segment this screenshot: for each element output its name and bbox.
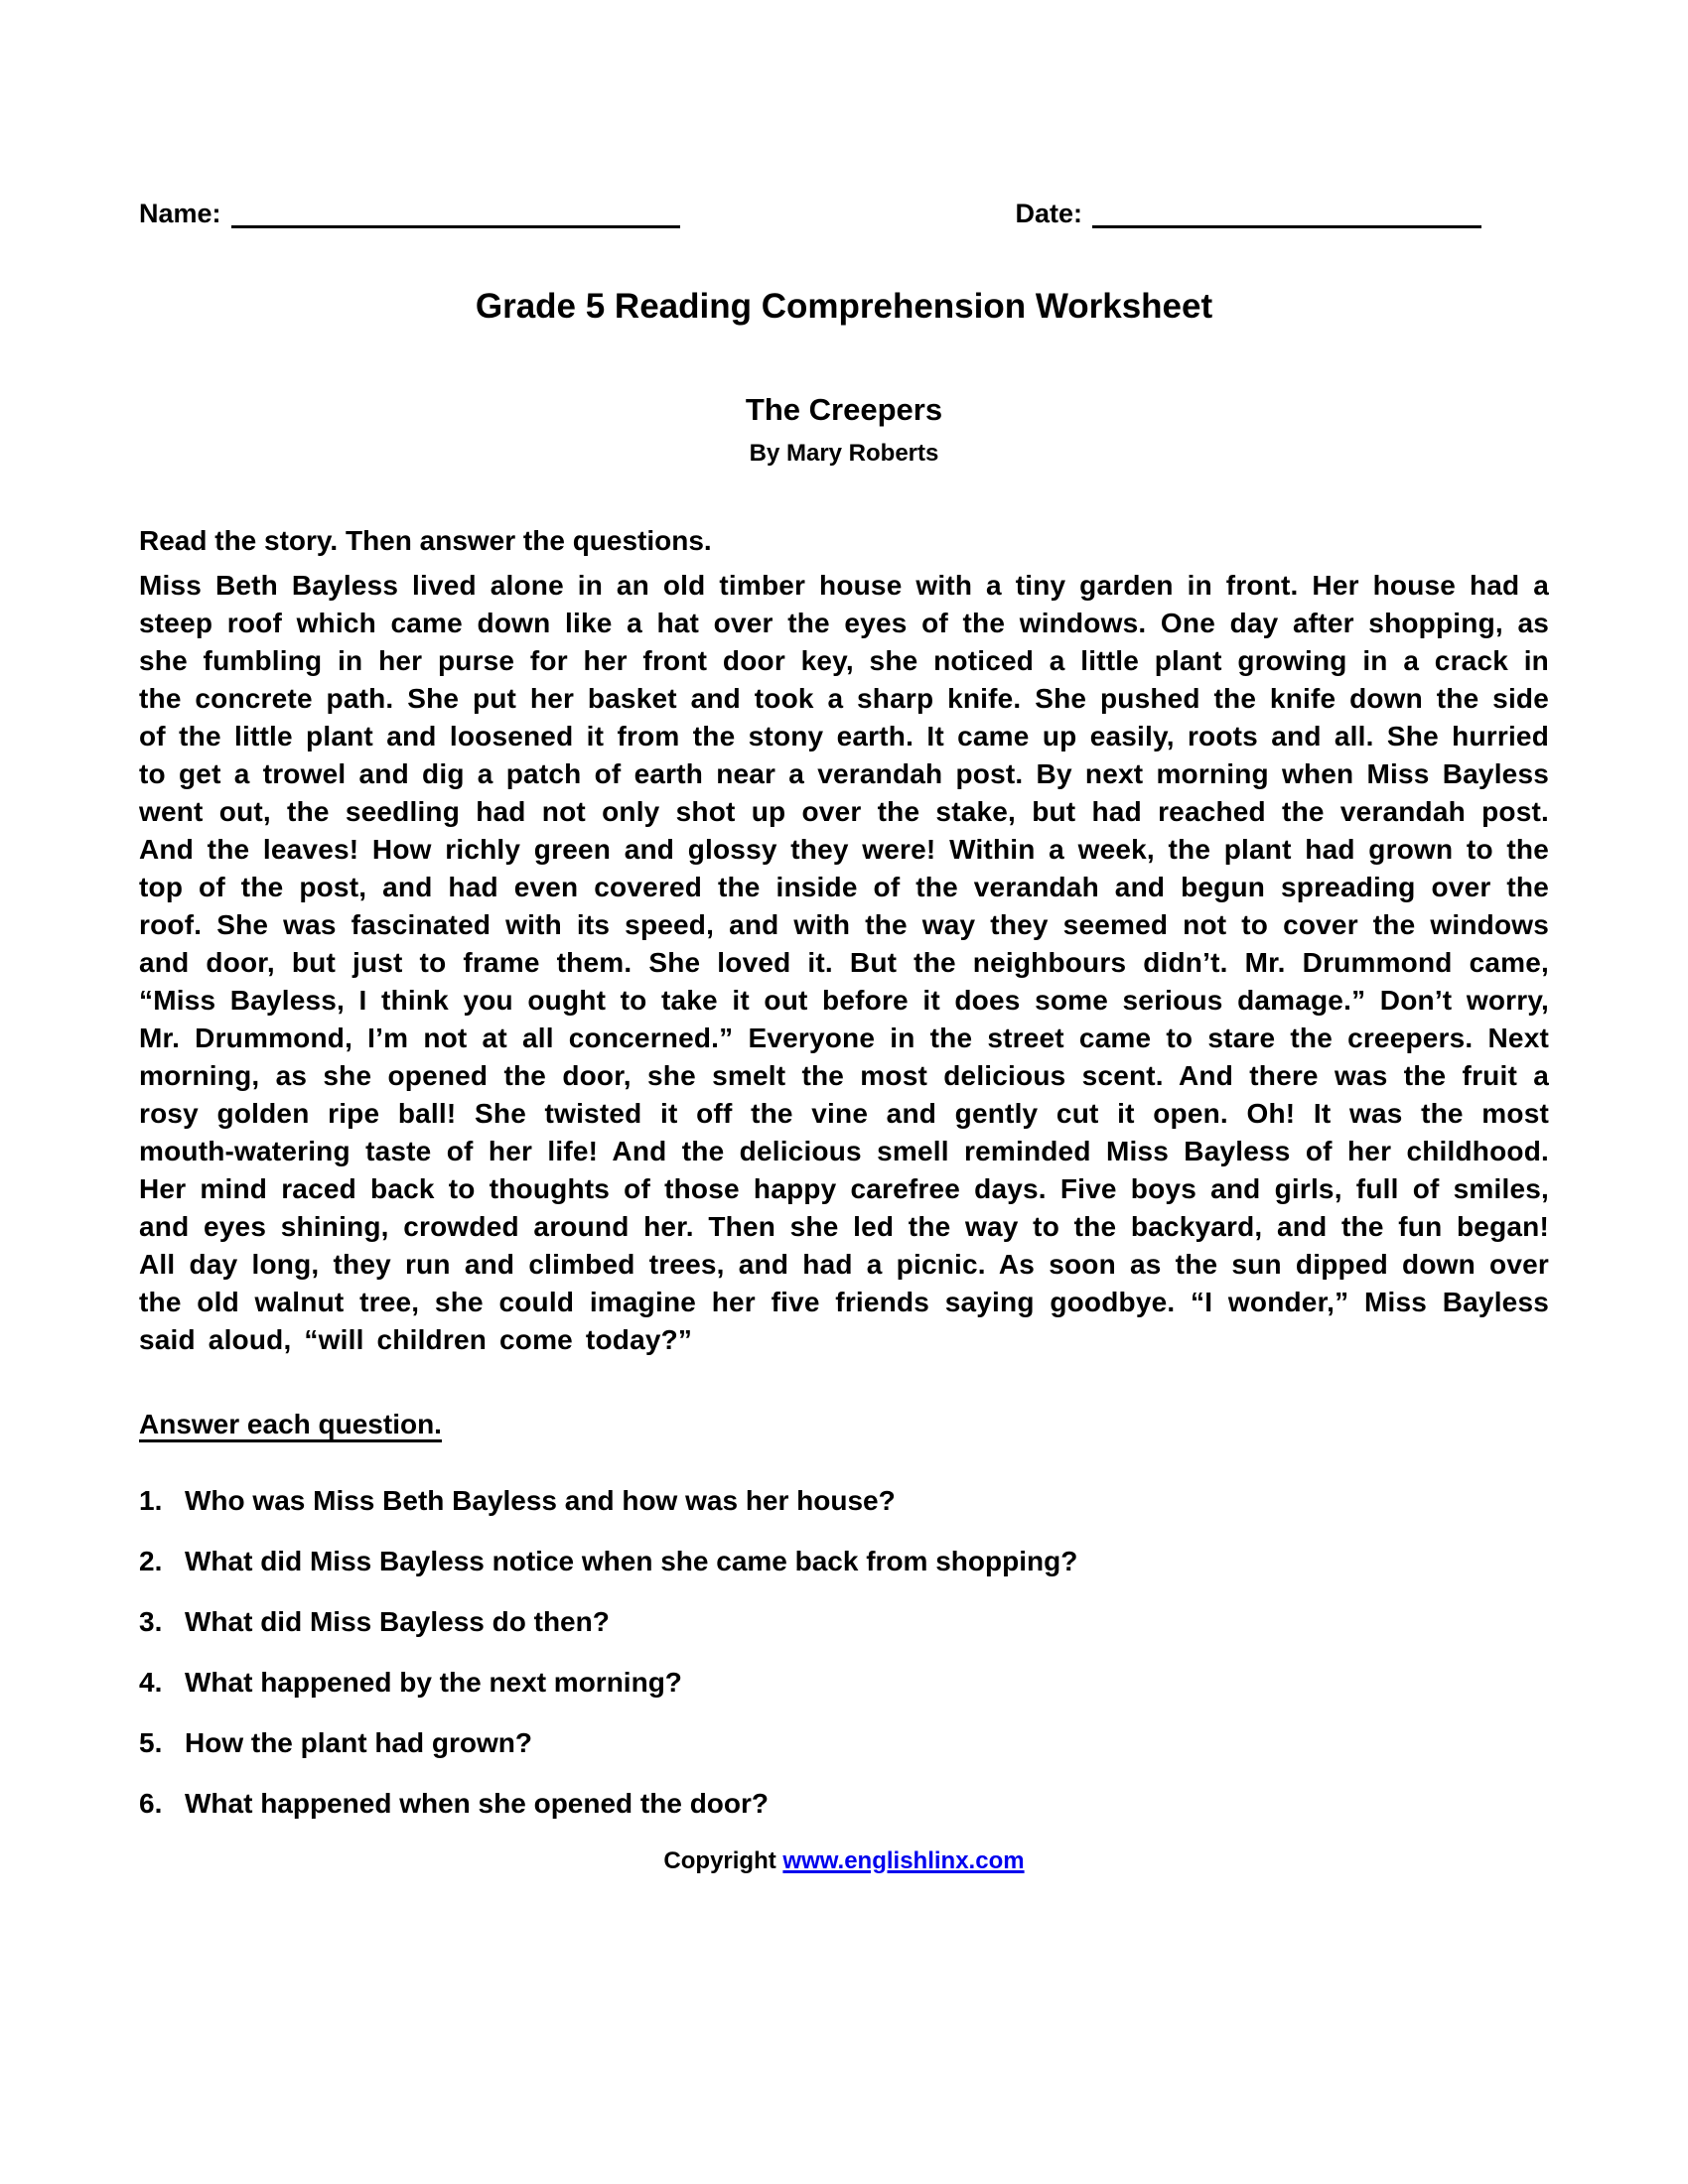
question-text: How the plant had grown? [185, 1727, 532, 1758]
story-text: Miss Beth Bayless lived alone in an old timber house with a tiny garden in front. Her house had a steep roof which came down like a hat over the eyes of the windows. One day after shopping, as she fumbling in her purse for her front door key, she noticed a little plant growing in a crack in the concrete path. She put her basket and took a sharp knife. She pushed the knife down the side of the little plant and loosened it from the stony earth. It came up easily, roots and all. She hurried to get a trowel and dig a patch of earth near a verandah post. By next morning when Miss Bayless went out, the seedling had not only shot up over the stake, but had reached the verandah post. And the leaves! How richly green and glossy they were! Within a week, the plant had grown to the top of the post, and had even covered the inside of the verandah and begun spreading over the roof. She was fascinated with its speed, and with the way they seemed not to cover the windows and door, but just to frame them. She loved it. But the neighbours didn’t. Mr. Drummond came, “Miss Bayless, I think you ought to take it out before it does some serious damage.” Don’t worry, Mr. Drummond, I’m not at all concerned.” Everyone in the street came to stare the creepers. Next morning, as she opened the door, she smelt the most delicious scent. And there was the fruit a rosy golden ripe ball! She twisted it off the vine and gently cut it open. Oh! It was the most mouth-watering taste of her life! And the delicious smell reminded Miss Bayless of her childhood. Her mind raced back to thoughts of those happy carefree days. Five boys and girls, full of smiles, and eyes shining, crowded around her. Then she led the way to the backyard, and the fun began! All day long, they run and climbed trees, and had a picnic. As soon as the sun dipped down over the old walnut tree, she could imagine her five friends saying goodbye. “I wonder,” Miss Bayless said aloud, “will children come today?” [139, 570, 1549, 1355]
question-number: 3. [139, 1606, 163, 1637]
date-blank-line [1092, 200, 1481, 228]
question-text: Who was Miss Beth Bayless and how was her house? [185, 1485, 896, 1516]
name-date-row [139, 199, 1549, 229]
page-title: Grade 5 Reading Comprehension Worksheet [475, 287, 1213, 326]
question-text: What did Miss Bayless do then? [185, 1606, 610, 1637]
question-number: 5. [139, 1727, 163, 1758]
date-field [1015, 199, 1481, 229]
name-field [139, 199, 680, 229]
question-item-5 [139, 1726, 1549, 1760]
name-blank-line [231, 200, 680, 228]
question-text: What did Miss Bayless notice when she came back from shopping? [185, 1546, 1078, 1576]
question-text: What happened when she opened the door? [185, 1788, 770, 1819]
story-instructions: Read the story. Then answer the questions. [139, 525, 712, 556]
question-item-3 [139, 1605, 1549, 1639]
question-item-1 [139, 1484, 1549, 1518]
question-item-6 [139, 1787, 1549, 1821]
copyright-label: Copyright [663, 1847, 776, 1874]
footer [139, 1847, 1549, 1875]
question-number: 1. [139, 1485, 163, 1516]
questions-list [139, 1484, 1549, 1821]
question-item-2 [139, 1545, 1549, 1578]
question-number: 2. [139, 1546, 163, 1576]
question-item-4 [139, 1666, 1549, 1700]
questions-heading: Answer each question. [139, 1409, 442, 1439]
name-label: Name: [139, 199, 221, 228]
story-title: The Creepers [745, 392, 943, 427]
question-number: 6. [139, 1788, 163, 1819]
date-label: Date: [1015, 199, 1082, 228]
question-number: 4. [139, 1667, 163, 1698]
copyright-link[interactable]: www.englishlinx.com [782, 1847, 1025, 1874]
question-text: What happened by the next morning? [185, 1667, 682, 1698]
story-byline: By Mary Roberts [749, 440, 939, 467]
